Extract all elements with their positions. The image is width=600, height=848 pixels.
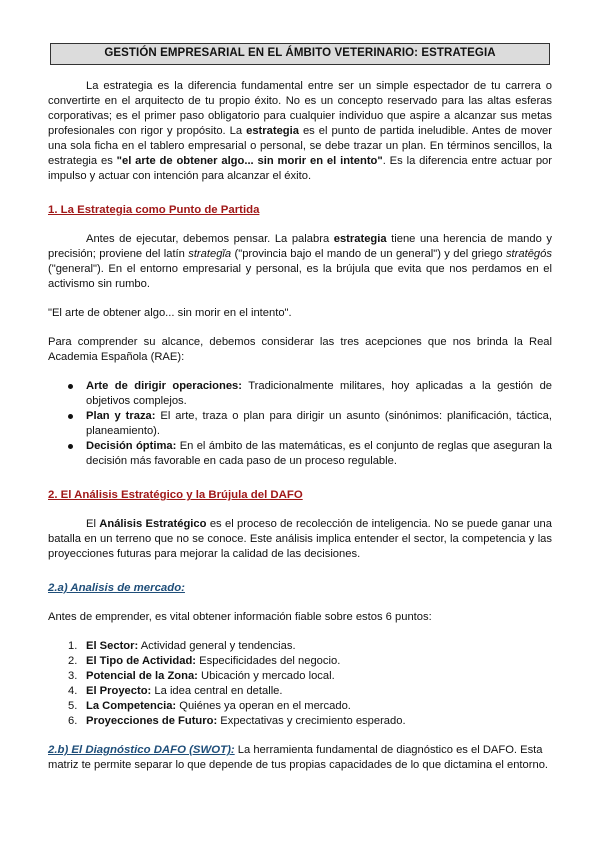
bullet-icon (68, 384, 73, 389)
quote-paragraph: "El arte de obtener algo... sin morir en el intento". (48, 307, 292, 319)
list-item: 1. El Sector: Actividad general y tendencias. (68, 640, 296, 652)
section-1-heading: 1. La Estrategia como Punto de Partida (48, 204, 260, 216)
section-1-paragraph: Antes de ejecutar, debemos pensar. La palabra estrategia tiene una herencia de mando y precisión; proviene del latín strategĭa ("provincia bajo el mando de un general") y del griego stratēgós ("general"). En el entorno empresarial y personal, es la brújula que evita que nos perdamos en el activismo sin rumbo. (48, 233, 552, 290)
market-points-list (68, 639, 552, 729)
bullet-icon (68, 444, 73, 449)
bullet-icon (68, 414, 73, 419)
list-item: Decisión óptima: En el ámbito de las matemáticas, es el conjunto de reglas que aseguran la decisión más favorable en cada paso de un proceso regulable. (68, 439, 552, 469)
list-item: 4. El Proyecto: La idea central en detalle. (68, 685, 283, 697)
list-item: Arte de dirigir operaciones: Tradicionalmente militares, hoy aplicadas a la gestión de objetivos complejos. (68, 379, 552, 409)
intro-paragraph: La estrategia es la diferencia fundamental entre ser un simple espectador de tu carrera o convertirte en el arquitecto de tu propio éxito. No es un concepto reservado para las altas esferas corporativas; es el primer paso obligatorio para cualquier individuo que aspire a alcanzar sus metas profesionales con rigor y propósito. La estrategia es el punto de partida ineludible. Antes de mover una sola ficha en el tablero empresarial o personal, se debe trazar un plan. En términos sencillos, la estrategia es "el arte de obtener algo... sin morir en el intento". Es la diferencia entre actuar por impulso y actuar con intención para alcanzar el éxito. (48, 80, 552, 182)
list-item: 6. Proyecciones de Futuro: Expectativas y crecimiento esperado. (68, 715, 406, 727)
subsection-2b-heading: 2.b) El Diagnóstico DAFO (SWOT): (48, 744, 235, 756)
rae-intro-paragraph: Para comprender su alcance, debemos considerar las tres acepciones que nos brinda la Real Academia Española (RAE): (48, 336, 552, 363)
rae-bullet-list (68, 379, 552, 469)
document-page: GESTIÓN EMPRESARIAL EN EL ÁMBITO VETERINARIO: ESTRATEGIA La estrategia es la diferencia fundamental entre ser un simple espectador de tu carrera o convertirte en el arquitecto de tu propio éxito. No es un concepto reservado para las altas esferas corporativas; es el primer paso obligatorio para cualquier individuo que aspire a alcanzar sus metas profesionales con rigor y propósito. La estrategia es el punto de partida ineludible. Antes de mover una sola ficha en el tablero empresarial o personal, se debe trazar un plan. En términos sencillos, la estrategia es "el arte de obtener algo... sin morir en el intento". Es la diferencia entre actuar por impulso y actuar con intención para alcanzar el éxito. 1. La Estrategia como Punto de Partida Antes de ejecutar, debemos pensar. La palabra estrategia tiene una herencia de mando y precisión; proviene del latín strategĭa ("provincia bajo el mando de un general") y del griego stratēgós ("general"). En el entorno empresarial y personal, es la brújula que evita que nos perdamos en el activismo sin rumbo. "El arte de obtener algo... sin morir en el intento". Para comprender su alcance, debemos considerar las tres acepciones que nos brinda la Real Academia Española (RAE): Arte de dirigir operaciones: Tradicionalmente militares, hoy aplicadas a la gestión de objetivos complejos. Plan y traza: El arte, traza o plan para dirigir un asunto (sinónimos: planificación, táctica, planeamiento). Decisión óptima: En el ámbito de las matemáticas, es el conjunto de reglas que aseguran la decisión más favorable en cada paso de un proceso regulable. 2. El Análisis Estratégico y la Brújula del DAFO El Análisis Estratégico es el proceso de recolección de inteligencia. No se puede ganar una batalla en un terreno que no se conoce. Este análisis implica entender el sector, la competencia y las proyecciones futuras para mejorar la calidad de las decisiones. 2.a) Analisis de mercado: Antes de emprender, es vital obtener información fiable sobre estos 6 puntos: 1. El Sector: Actividad general y tendencias. 2. El Tipo de Actividad: Especificidades del negocio. 3. Potencial de la Zona: Ubicación y mercado local. 4. El Proyecto: La idea central en detalle. 5. La Competencia: Quiénes ya operan en el mercado. 6. Proyecciones de Futuro: Expectativas y crecimiento esperado. 2.b) El Diagnóstico DAFO (SWOT): La herramienta fundamental de diagnóstico es el DAFO. Esta matriz te permite separar lo que depende de tus propias capacidades de lo que dictamina el entorno. (48, 43, 552, 773)
list-item: 2. El Tipo de Actividad: Especificidades del negocio. (68, 655, 341, 667)
market-analysis-intro: Antes de emprender, es vital obtener información fiable sobre estos 6 puntos: (48, 611, 432, 623)
section-2-heading: 2. El Análisis Estratégico y la Brújula del DAFO (48, 489, 303, 501)
section-2-paragraph: El Análisis Estratégico es el proceso de recolección de inteligencia. No se puede ganar una batalla en un terreno que no se conoce. Este análisis implica entender el sector, la competencia y las proyecciones futuras para mejorar la calidad de las decisiones. (48, 518, 552, 560)
list-item: Plan y traza: El arte, traza o plan para dirigir un asunto (sinónimos: planificación, táctica, planeamiento). (68, 409, 552, 439)
document-title: GESTIÓN EMPRESARIAL EN EL ÁMBITO VETERINARIO: ESTRATEGIA (50, 43, 550, 65)
list-item: 3. Potencial de la Zona: Ubicación y mercado local. (68, 670, 335, 682)
list-item: 5. La Competencia: Quiénes ya operan en el mercado. (68, 700, 351, 712)
subsection-2a-heading: 2.a) Analisis de mercado: (48, 582, 185, 594)
